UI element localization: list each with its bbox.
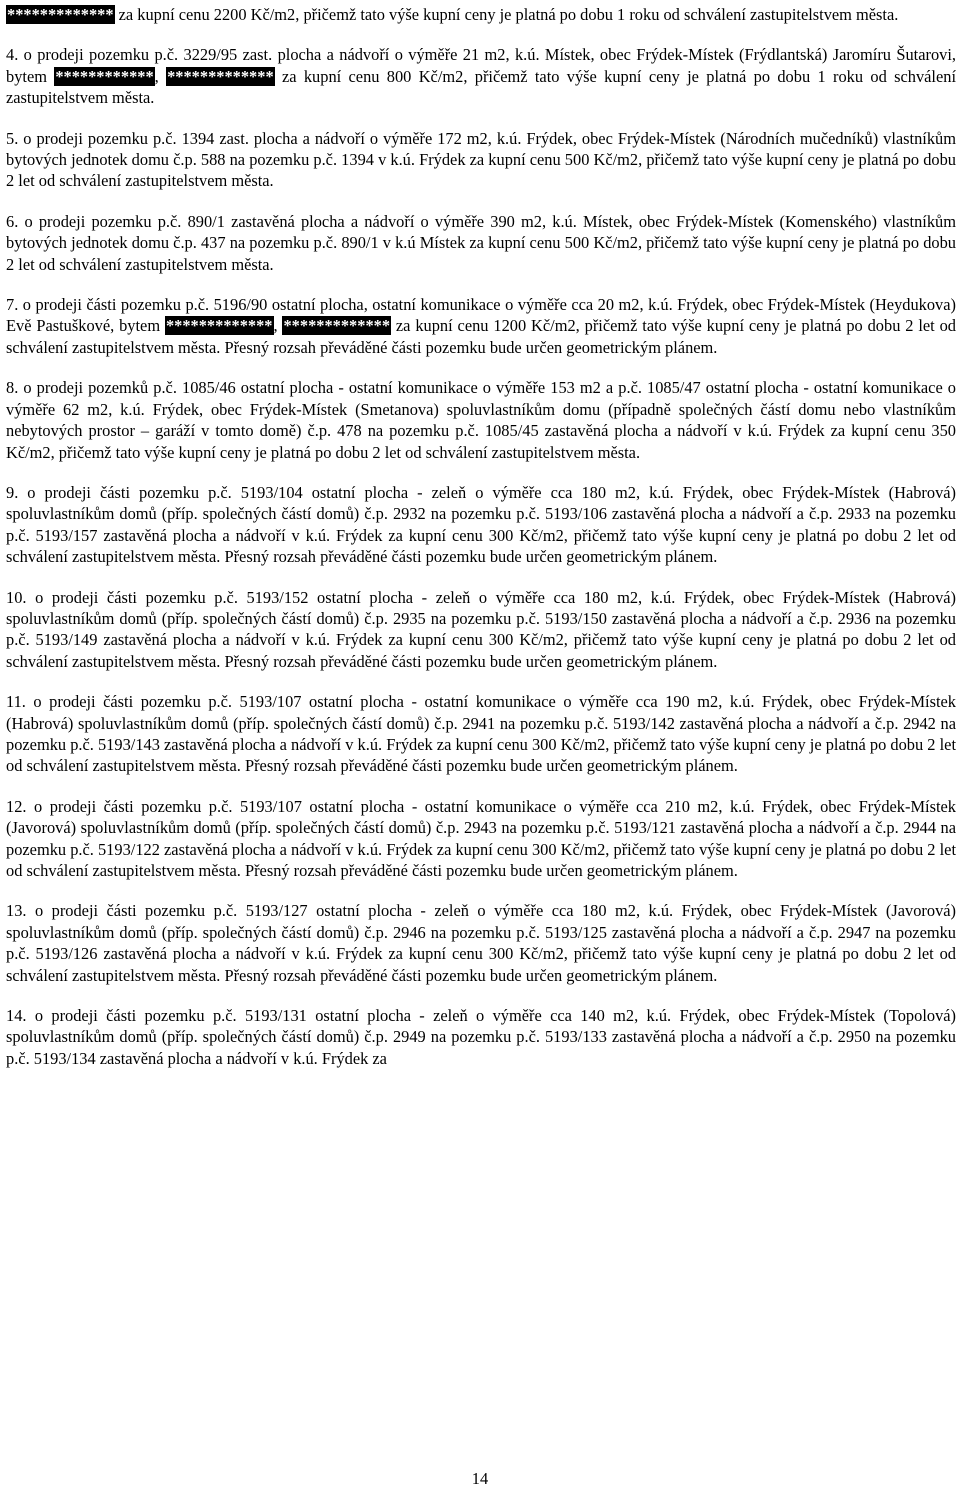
redacted-text: ************* — [7, 5, 114, 24]
paragraph-11: 11. o prodeji části pozemku p.č. 5193/107 ostatní plocha - ostatní komunikace o výměře cca 190 m2, k.ú. Frýdek, obec Frýdek-Místek (Habrová) spoluvlastníkům domů (příp. společných částí domů) č.p. 2941 na pozemku p.č. 5193/142 zastavěná plocha a nádvoří a č.p. 2942 na pozemku p.č. 5193/143 zastavěná plocha a nádvoří v k.ú. Frýdek za kupní cenu 300 Kč/m2, přičemž tato výše kupní ceny je platná po dobu 2 let od schválení zastupitelstvem města. Přesný rozsah převáděné části pozemku bude určen geometrickým plánem. — [6, 692, 956, 776]
paragraph-text: za kupní cenu 800 Kč/m2, přičemž tato výše kupní ceny je platná po dobu 1 roku od schválení zastupitelstvem města. — [6, 66, 956, 108]
paragraph-10: 10. o prodeji části pozemku p.č. 5193/152 ostatní plocha - zeleň o výměře cca 180 m2, k.ú. Frýdek, obec Frýdek-Místek (Habrová) spoluvlastníkům domů (příp. společných částí domů) č.p. 2935 na pozemku p.č. 5193/150 zastavěná plocha a nádvoří a č.p. 2936 na pozemku p.č. 5193/149 zastavěná plocha a nádvoří v k.ú. Frýdek za kupní cenu 300 Kč/m2, přičemž tato výše kupní ceny je platná po dobu 2 let od schválení zastupitelstvem města. Přesný rozsah převáděné části pozemku bude určen geometrickým plánem. — [6, 587, 956, 671]
paragraph-6: 6. o prodeji pozemku p.č. 890/1 zastavěná plocha a nádvoří o výměře 390 m2, k.ú. Místek, obec Frýdek-Místek (Komenského) vlastníkům bytových jednotek domu č.p. 437 na pozemku p.č. 890/1 v k.ú Místek za kupní cenu 500 Kč/m2, přičemž tato výše kupní ceny je platná po dobu 2 let od schválení zastupitelstvem města. — [6, 211, 956, 274]
paragraph-text: 4. o prodeji pozemku p.č. 3229/95 zast. plocha a nádvoří o výměře 21 m2, k.ú. Místek, obec Frýdek-Místek (Frýdlantská) Jaromíru Šutarovi, bytem — [6, 45, 956, 86]
redacted-text: ************* — [283, 316, 391, 336]
paragraph-13: 13. o prodeji části pozemku p.č. 5193/127 ostatní plocha - zeleň o výměře cca 180 m2, k.ú. Frýdek, obec Frýdek-Místek (Javorová) spoluvlastníkům domů (příp. společných částí domů) č.p. 2946 na pozemku p.č. 5193/125 zastavěná plocha a nádvoří a č.p. 2947 na pozemku p.č. 5193/126 zastavěná plocha a nádvoří v k.ú. Frýdek za kupní cenu 300 Kč/m2, přičemž tato výše kupní ceny je platná po dobu 2 let od schválení zastupitelstvem města. Přesný rozsah převáděné části pozemku bude určen geometrickým plánem. — [6, 901, 956, 985]
paragraph-8: 8. o prodeji pozemků p.č. 1085/46 ostatní plocha - ostatní komunikace o výměře 153 m2 a p.č. 1085/47 ostatní plocha - ostatní komunikace o výměře 62 m2, k.ú. Frýdek, obec Frýdek-Místek (Smetanova) spoluvlastníkům domu (případně společných částí domu nebo vlastníkům nebytových prostor – garáží v tomto domě) č.p. 478 na pozemku p.č. 1085/45 zastavěná plocha a nádvoří v k.ú. Frýdek za kupní cenu 350 Kč/m2, přičemž tato výše kupní ceny je platná po dobu 2 let od schválení zastupitelstvem města. — [6, 378, 956, 462]
redacted-text: ************ — [55, 66, 154, 86]
paragraph-text: , — [273, 316, 283, 336]
paragraph-text: za kupní cenu 1200 Kč/m2, přičemž tato výše kupní ceny je platná po dobu 2 let od schválení zastupitelstvem města. Přesný rozsah převáděné části pozemku bude určen geometrickým plánem. — [6, 316, 956, 357]
page-number: 14 — [471, 1469, 489, 1488]
paragraph-3-tail — [6, 4, 956, 25]
paragraph-text: , — [154, 66, 167, 86]
paragraph-9: 9. o prodeji části pozemku p.č. 5193/104 ostatní plocha - zeleň o výměře cca 180 m2, k.ú. Frýdek, obec Frýdek-Místek (Habrová) spoluvlastníkům domů (příp. společných částí domů) č.p. 2932 na pozemku p.č. 5193/106 zastavěná plocha a nádvoří a č.p. 2933 na pozemku p.č. 5193/157 zastavěná plocha a nádvoří v k.ú. Frýdek za kupní cenu 300 Kč/m2, přičemž tato výše kupní ceny je platná po dobu 2 let od schválení zastupitelstvem města. Přesný rozsah převáděné části pozemku bude určen geometrickým plánem. — [6, 482, 956, 567]
document-page — [6, 4, 956, 1088]
paragraph-7 — [6, 294, 956, 358]
paragraph-14: 14. o prodeji části pozemku p.č. 5193/131 ostatní plocha - zeleň o výměře cca 140 m2, k.ú. Frýdek, obec Frýdek-Místek (Topolová) spoluvlastníkům domů (příp. společných částí domů) č.p. 2949 na pozemku p.č. 5193/133 zastavěná plocha a nádvoří a č.p. 2950 na pozemku p.č. 5193/134 zastavěná plocha a nádvoří v k.ú. Frýdek za — [6, 1006, 956, 1068]
paragraph-5: 5. o prodeji pozemku p.č. 1394 zast. plocha a nádvoří o výměře 172 m2, k.ú. Frýdek, obec Frýdek-Místek (Národních mučedníků) vlastníkům bytových jednotek domu č.p. 588 na pozemku p.č. 1394 v k.ú. Frýdek za kupní cenu 500 Kč/m2, přičemž tato výše kupní ceny je platná po dobu 2 let od schválení zastupitelstvem města. — [6, 128, 956, 191]
paragraph-4 — [6, 44, 956, 108]
paragraph-text: za kupní cenu 2200 Kč/m2, přičemž tato výše kupní ceny je platná po dobu 1 roku od schválení zastupitelstvem města. — [114, 5, 899, 24]
redacted-text: ************* — [167, 66, 274, 86]
redacted-text: ************* — [165, 316, 273, 336]
paragraph-12: 12. o prodeji části pozemku p.č. 5193/107 ostatní plocha - ostatní komunikace o výměře cca 210 m2, k.ú. Frýdek, obec Frýdek-Místek (Javorová) spoluvlastníkům domů (příp. společných částí domů) č.p. 2943 na pozemku p.č. 5193/121 zastavěná plocha a nádvoří a č.p. 2944 na pozemku p.č. 5193/122 zastavěná plocha a nádvoří v k.ú. Frýdek za kupní cenu 300 Kč/m2, přičemž tato výše kupní ceny je platná po dobu 2 let od schválení zastupitelstvem města. Přesný rozsah převáděné části pozemku bude určen geometrickým plánem. — [6, 796, 956, 880]
paragraph-text: 7. o prodeji části pozemku p.č. 5196/90 ostatní plocha, ostatní komunikace o výměře cca 20 m2, k.ú. Frýdek, obec Frýdek-Místek (Heydukova) Evě Pastuškové, bytem — [6, 295, 956, 336]
